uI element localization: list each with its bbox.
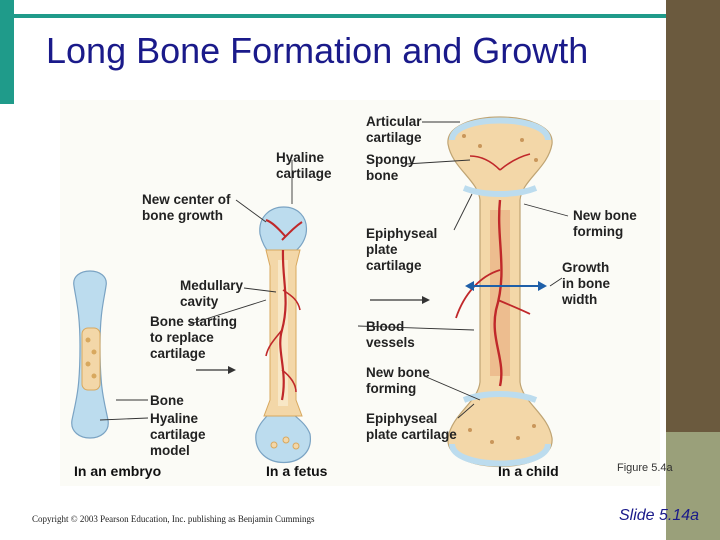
label-spongy-bone: Spongy bone — [366, 152, 416, 183]
accent-bar-top — [14, 14, 666, 18]
label-blood-vessels: Blood vessels — [366, 319, 415, 350]
caption-embryo: In an embryo — [74, 463, 162, 479]
bone-diagram — [60, 100, 660, 486]
slide-number: Slide 5.14a — [619, 507, 700, 524]
label-new-center: New center of bone growth — [142, 192, 231, 223]
label-medullary-cavity: Medullary cavity — [180, 278, 244, 309]
slide-title: Long Bone Formation and Growth — [46, 30, 589, 71]
label-epiphyseal-plate-lower: Epiphyseal plate cartilage — [366, 411, 457, 442]
caption-child: In a child — [498, 463, 559, 479]
figure-reference: Figure 5.4a — [617, 462, 673, 474]
label-articular-cartilage: Articular cartilage — [366, 114, 422, 145]
caption-fetus: In a fetus — [266, 463, 328, 479]
label-epiphyseal-plate-upper: Epiphyseal plate cartilage — [366, 226, 438, 273]
label-new-bone-forming-mid: New bone forming — [366, 365, 430, 396]
label-bone-starting: Bone starting to replace cartilage — [150, 314, 238, 361]
label-new-bone-forming-right: New bone forming — [573, 208, 637, 239]
label-growth-in-width: Growth in bone width — [562, 260, 610, 307]
accent-bar-left — [0, 0, 14, 104]
label-hyaline-cartilage-model: Hyaline cartilage model — [150, 411, 206, 458]
copyright-notice: Copyright © 2003 Pearson Education, Inc. publishing as Benjamin Cummings — [32, 514, 315, 524]
label-bone: Bone — [150, 393, 184, 408]
bone-growth-figure — [60, 100, 660, 486]
label-hyaline-cartilage: Hyaline cartilage — [276, 150, 332, 181]
